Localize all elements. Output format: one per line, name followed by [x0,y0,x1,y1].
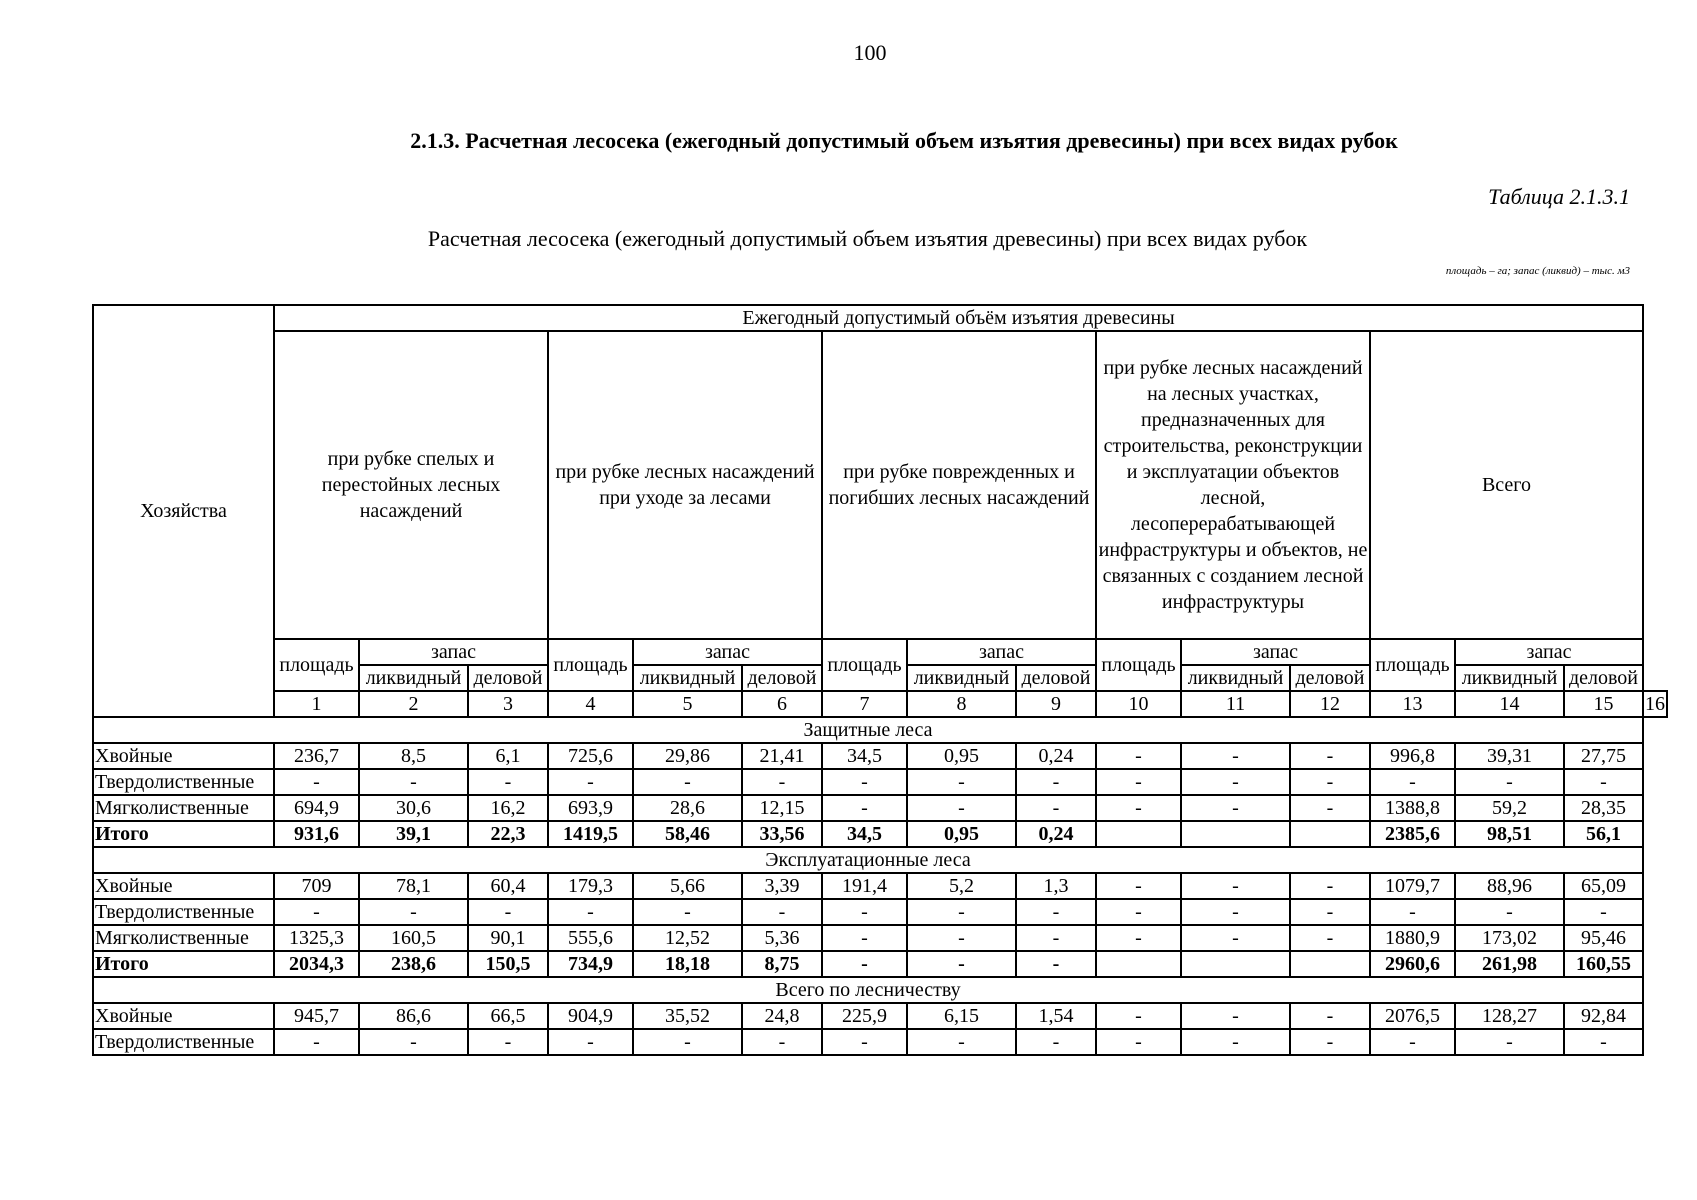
cutting-volume-table [92,304,1668,1056]
table-cell: 65,09 [1564,873,1643,899]
header-area: площадь [1096,639,1181,691]
table-cell: - [1016,1029,1096,1055]
table-cell: 56,1 [1564,821,1643,847]
column-number: 12 [1290,691,1370,717]
table-cell: 1388,8 [1370,795,1455,821]
table-cell: - [359,769,468,795]
table-cell: - [1181,1003,1290,1029]
column-number: 13 [1370,691,1455,717]
table-cell: 150,5 [468,951,548,977]
table-cell: - [1016,795,1096,821]
table-cell: 225,9 [822,1003,907,1029]
header-group-total: Всего [1370,331,1643,639]
table-cell: 191,4 [822,873,907,899]
table-cell [1290,951,1370,977]
row-label: Мягколиственные [93,925,274,951]
header-group-construction: при рубке лесных насаждений на лесных участках, предназначенных для строительства, реконструкции и эксплуатации объектов лесной, лесоперерабатывающей инфраструктуры и объектов, не связанных с созданием лесной инфраструктуры [1096,331,1370,639]
section-title-cell: Всего по лесничеству [93,977,1643,1003]
table-cell: 1079,7 [1370,873,1455,899]
table-cell: - [1181,925,1290,951]
section-title-cell: Защитные леса [93,717,1643,743]
total-row [93,951,1667,977]
table-cell: 27,75 [1564,743,1643,769]
row-label: Итого [93,821,274,847]
header-group-care: при рубке лесных насаждений при уходе за лесами [548,331,822,639]
table-row [93,795,1667,821]
table-cell: - [1016,899,1096,925]
table-cell: - [1290,1003,1370,1029]
section-title: 2.1.3. Расчетная лесосека (ежегодный допустимый объем изъятия древесины) при всех видах рубок [410,128,1398,153]
table-cell: 95,46 [1564,925,1643,951]
header-business: деловой [468,665,548,691]
table-cell: 2076,5 [1370,1003,1455,1029]
table-cell: - [1181,873,1290,899]
table-cell: 16,2 [468,795,548,821]
table-cell: 18,18 [633,951,742,977]
table-cell: - [907,769,1016,795]
table-cell: 90,1 [468,925,548,951]
column-number: 5 [633,691,742,717]
header-area: площадь [822,639,907,691]
table-cell: - [1096,795,1181,821]
table-cell: 1,3 [1016,873,1096,899]
units-note: площадь – га; запас (ликвид) – тыс. м3 [1445,265,1630,277]
table-cell: 5,36 [742,925,822,951]
table-cell: - [1181,795,1290,821]
table-cell: 98,51 [1455,821,1564,847]
row-label: Мягколиственные [93,795,274,821]
header-area: площадь [548,639,633,691]
table-cell: - [1370,1029,1455,1055]
table-cell: - [548,899,633,925]
table-cell: - [468,899,548,925]
column-number: 1 [274,691,359,717]
table-cell: 6,1 [468,743,548,769]
table-cell: - [742,769,822,795]
table-cell: - [1370,899,1455,925]
table-row [93,873,1667,899]
table-cell [1181,951,1290,977]
table-cell: 78,1 [359,873,468,899]
header-annual: Ежегодный допустимый объём изъятия древесины [274,305,1643,331]
column-number: 7 [822,691,907,717]
table-cell: 709 [274,873,359,899]
table-cell: 58,46 [633,821,742,847]
table-cell [1181,821,1290,847]
table-row [93,769,1667,795]
table-cell: 128,27 [1455,1003,1564,1029]
table-cell: - [742,899,822,925]
table-cell: - [1290,769,1370,795]
table-cell: - [1096,873,1181,899]
header-group-mature: при рубке спелых и перестойных лесных насаждений [274,331,548,639]
table-cell: 236,7 [274,743,359,769]
table-row [93,899,1667,925]
row-label: Твердолиственные [93,1029,274,1055]
column-number: 10 [1096,691,1181,717]
column-number: 11 [1181,691,1290,717]
table-row [93,1029,1667,1055]
table-cell: - [907,899,1016,925]
table-cell: - [1290,795,1370,821]
table-cell: 1,54 [1016,1003,1096,1029]
table-row [93,743,1667,769]
header-area: площадь [274,639,359,691]
table-cell: 34,5 [822,821,907,847]
column-number: 16 [1645,693,1665,715]
table-cell: - [1290,1029,1370,1055]
table-cell: 12,52 [633,925,742,951]
table-cell: 173,02 [1455,925,1564,951]
table-cell: 5,2 [907,873,1016,899]
table-cell: - [1455,899,1564,925]
column-numbers-row [93,691,1667,717]
table-cell: 2034,3 [274,951,359,977]
table-cell: - [468,769,548,795]
table-cell: - [1290,925,1370,951]
table-cell: 8,5 [359,743,468,769]
table-cell: 6,15 [907,1003,1016,1029]
table-cell: 261,98 [1455,951,1564,977]
header-stock: запас [1181,639,1370,665]
table-cell: 2385,6 [1370,821,1455,847]
table-cell: 555,6 [548,925,633,951]
table-cell: - [1016,769,1096,795]
table-cell: 30,6 [359,795,468,821]
table-cell: - [1181,899,1290,925]
section-row [93,717,1667,743]
table-cell: 0,95 [907,743,1016,769]
table-cell: 734,9 [548,951,633,977]
table-cell: 1880,9 [1370,925,1455,951]
table-cell: - [633,899,742,925]
table-cell: 8,75 [742,951,822,977]
table-row [93,925,1667,951]
table-cell: 28,35 [1564,795,1643,821]
table-cell: - [633,769,742,795]
table-cell: - [359,1029,468,1055]
header-liquid: ликвидный [1455,665,1564,691]
table-cell: - [468,1029,548,1055]
table-cell: 28,6 [633,795,742,821]
table-cell: - [633,1029,742,1055]
page-number: 100 [853,40,887,65]
table-cell: 0,95 [907,821,1016,847]
table-row [93,1003,1667,1029]
table-cell: - [1016,925,1096,951]
table-cell: - [1016,951,1096,977]
header-stock: запас [633,639,822,665]
table-cell: - [822,899,907,925]
table-cell: - [822,1029,907,1055]
table-cell: 725,6 [548,743,633,769]
table-cell: 92,84 [1564,1003,1643,1029]
table-cell [1096,951,1181,977]
table-id: Таблица 2.1.3.1 [1488,184,1630,209]
table-cell: - [1096,899,1181,925]
table-cell: 33,56 [742,821,822,847]
column-number: 9 [1016,691,1096,717]
table-cell: - [1370,769,1455,795]
table-cell: - [822,951,907,977]
column-number: 8 [907,691,1016,717]
table-cell: - [742,1029,822,1055]
header-stock: запас [359,639,548,665]
header-business: деловой [1290,665,1370,691]
header-stock: запас [907,639,1096,665]
table-cell: 34,5 [822,743,907,769]
table-cell: 238,6 [359,951,468,977]
table-cell: 179,3 [548,873,633,899]
header-liquid: ликвидный [1181,665,1290,691]
table-cell: 21,41 [742,743,822,769]
table-cell: - [1290,743,1370,769]
table-cell: 5,66 [633,873,742,899]
table-cell: - [1564,769,1643,795]
table-cell: - [907,1029,1016,1055]
table-cell: 931,6 [274,821,359,847]
table-cell: 3,39 [742,873,822,899]
table-cell: 945,7 [274,1003,359,1029]
table-cell: - [274,769,359,795]
table-cell: - [822,925,907,951]
header-liquid: ликвидный [633,665,742,691]
table-cell: - [359,899,468,925]
table-cell: 39,1 [359,821,468,847]
header-business: деловой [1016,665,1096,691]
table-cell: - [1290,873,1370,899]
header-area: площадь [1370,639,1455,691]
table-cell [1096,821,1181,847]
table-cell: 2960,6 [1370,951,1455,977]
section-title-cell: Эксплуатационные леса [93,847,1643,873]
table-cell: - [1096,1029,1181,1055]
table-cell: - [548,1029,633,1055]
table-cell: - [907,795,1016,821]
header-liquid: ликвидный [907,665,1016,691]
table-cell: - [1096,925,1181,951]
table-cell: - [822,795,907,821]
section-row [93,977,1667,1003]
table-cell: 12,15 [742,795,822,821]
header-business: деловой [742,665,822,691]
table-cell: - [1181,1029,1290,1055]
table-cell: 694,9 [274,795,359,821]
table-cell: - [274,899,359,925]
table-cell: - [1290,899,1370,925]
table-cell: - [1564,899,1643,925]
row-label: Хвойные [93,743,274,769]
table-cell: 60,4 [468,873,548,899]
column-number: 3 [468,691,548,717]
table-cell: 88,96 [1455,873,1564,899]
row-label: Хвойные [93,873,274,899]
table-cell: - [1181,743,1290,769]
table-cell: 35,52 [633,1003,742,1029]
header-farm: Хозяйства [93,305,274,717]
table-cell: - [822,769,907,795]
table-cell: 86,6 [359,1003,468,1029]
table-cell: - [1564,1029,1643,1055]
table-cell: 1419,5 [548,821,633,847]
table-cell: 29,86 [633,743,742,769]
table-cell: - [1181,769,1290,795]
column-number: 2 [359,691,468,717]
table-cell: - [1455,769,1564,795]
table-cell: 24,8 [742,1003,822,1029]
table-cell: - [1096,1003,1181,1029]
table-cell: 693,9 [548,795,633,821]
table-cell: - [907,925,1016,951]
total-row [93,821,1667,847]
column-number: 4 [548,691,633,717]
table-cell: 0,24 [1016,743,1096,769]
table-cell: 904,9 [548,1003,633,1029]
table-caption: Расчетная лесосека (ежегодный допустимый объем изъятия древесины) при всех видах рубок [427,226,1308,251]
row-label: Твердолиственные [93,899,274,925]
row-label: Хвойные [93,1003,274,1029]
header-group-damaged: при рубке поврежденных и погибших лесных насаждений [822,331,1096,639]
table-cell: - [1096,743,1181,769]
section-row [93,847,1667,873]
table-cell: - [1096,769,1181,795]
column-number: 6 [742,691,822,717]
row-label: Итого [93,951,274,977]
table-cell: - [907,951,1016,977]
column-number: 14 [1455,691,1564,717]
header-stock: запас [1455,639,1643,665]
table-cell: - [1455,1029,1564,1055]
table-cell: - [274,1029,359,1055]
table-cell: 0,24 [1016,821,1096,847]
table-cell: 1325,3 [274,925,359,951]
header-liquid: ликвидный [359,665,468,691]
table-cell [1290,821,1370,847]
header-business: деловой [1564,665,1643,691]
row-label: Твердолиственные [93,769,274,795]
table-cell: 22,3 [468,821,548,847]
table-cell: 160,5 [359,925,468,951]
table-cell: - [548,769,633,795]
table-cell: 39,31 [1455,743,1564,769]
table-cell: 59,2 [1455,795,1564,821]
table-cell: 996,8 [1370,743,1455,769]
table-cell: 160,55 [1564,951,1643,977]
table-cell: 66,5 [468,1003,548,1029]
column-number: 15 [1564,691,1643,717]
